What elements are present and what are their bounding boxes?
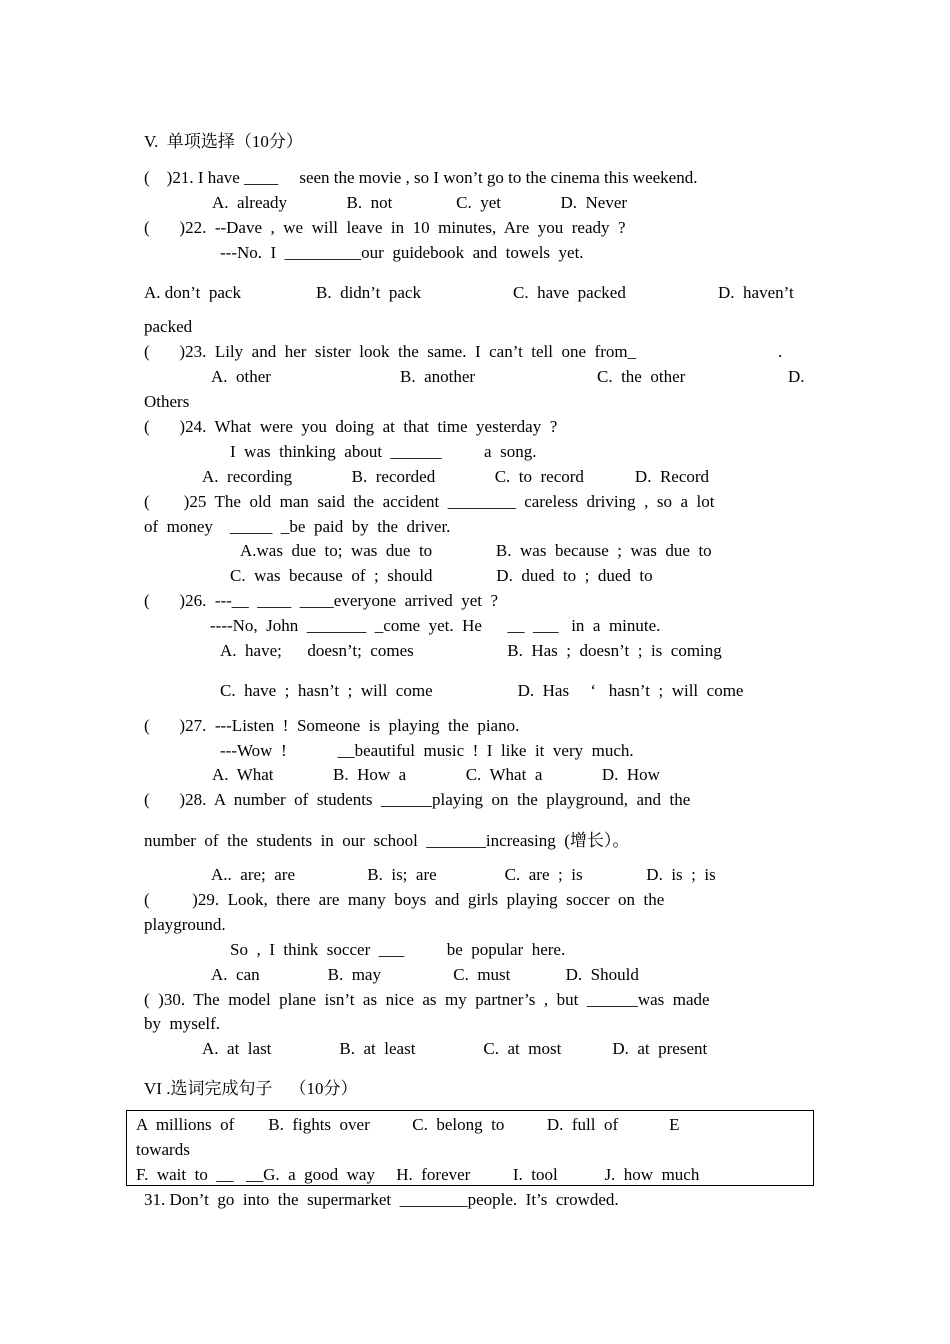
- q26-options-1: A. have; doesn’t; comes B. Has ; doesn’t ; is coming: [220, 641, 722, 660]
- q22-option-c: C. have packed: [513, 283, 626, 302]
- q30-stem-cont: by myself.: [144, 1014, 221, 1033]
- q25-stem: ( )25 The old man said the accident ________ careless driving , so a lot: [144, 492, 715, 511]
- q31-stem: 31. Don’t go into the supermarket ________people. It’s crowded.: [144, 1190, 619, 1209]
- q23-stem-end: .: [778, 342, 783, 361]
- q22-option-b: B. didn’t pack: [316, 283, 421, 302]
- q23-stem: ( )23. Lily and her sister look the same. I can’t tell one from_: [144, 342, 637, 361]
- word-bank-row-1: A millions of B. fights over C. belong to D. full of E: [136, 1115, 680, 1134]
- q23-option-d-cont: Others: [144, 392, 190, 411]
- q26-options-2: C. have ; hasn’t ; will come D. Has ‘ hasn’t ; will come: [220, 681, 744, 700]
- q26-stem: ( )26. ---__ ____ ____everyone arrived yet ?: [144, 591, 499, 610]
- q27-options: A. What B. How a C. What a D. How: [212, 765, 660, 784]
- q22-option-d: D. haven’t: [718, 283, 794, 302]
- q23-option-b: B. another: [400, 367, 476, 386]
- q26-stem-2: ----No, John _______ _come yet. He __ ___ in a minute.: [210, 616, 661, 635]
- q28-stem: ( )28. A number of students ______playing on the playground, and the: [144, 790, 691, 809]
- q21-options: A. already B. not C. yet D. Never: [212, 193, 628, 212]
- q29-stem: ( )29. Look, there are many boys and girls playing soccer on the: [144, 890, 665, 909]
- q30-stem: ( )30. The model plane isn’t as nice as my partner’s , but ______was made: [144, 990, 710, 1009]
- q29-options: A. can B. may C. must D. Should: [211, 965, 639, 984]
- q27-stem-2: ---Wow ! __beautiful music ! I like it very much.: [220, 741, 634, 760]
- q24-stem: ( )24. What were you doing at that time yesterday ?: [144, 417, 558, 436]
- q29-stem-2: So , I think soccer ___ be popular here.: [230, 940, 566, 959]
- q28-stem-2: number of the students in our school _______increasing (增长）。: [144, 831, 630, 850]
- q22-option-a: A. don’t pack: [144, 283, 241, 302]
- q24-options: A. recording B. recorded C. to record D. Record: [202, 467, 710, 486]
- word-bank-row-2: F. wait to __ __G. a good way H. forever I. tool J. how much: [136, 1165, 700, 1184]
- word-bank-row-1-cont: towards: [136, 1140, 190, 1159]
- q30-options: A. at last B. at least C. at most D. at present: [202, 1039, 708, 1058]
- q23-option-a: A. other: [211, 367, 271, 386]
- q27-stem: ( )27. ---Listen ! Someone is playing the piano.: [144, 716, 520, 735]
- q21-stem: ( )21. I have ____ seen the movie , so I won’t go to the cinema this weekend.: [144, 168, 698, 187]
- q24-stem-2: I was thinking about ______ a song.: [230, 442, 537, 461]
- section-5-title: V. 单项选择（10分）: [144, 132, 303, 151]
- q25-stem-2: of money _____ _be paid by the driver.: [144, 517, 451, 536]
- q22-stem: ( )22. --Dave , we will leave in 10 minutes, Are you ready ?: [144, 218, 626, 237]
- q29-stem-cont: playground.: [144, 915, 226, 934]
- q25-options-1: A.was due to; was due to B. was because ; was due to: [240, 541, 712, 560]
- section-6-title: VI .选词完成句子 （10分）: [144, 1079, 358, 1098]
- q25-options-2: C. was because of ; should D. dued to ; dued to: [230, 566, 653, 585]
- q23-option-c: C. the other: [597, 367, 686, 386]
- q23-option-d: D.: [788, 367, 805, 386]
- q22-option-d-cont: packed: [144, 317, 193, 336]
- q22-stem-2: ---No. I _________our guidebook and towels yet.: [220, 243, 584, 262]
- q28-options: A.. are; are B. is; are C. are ; is D. is ; is: [211, 865, 716, 884]
